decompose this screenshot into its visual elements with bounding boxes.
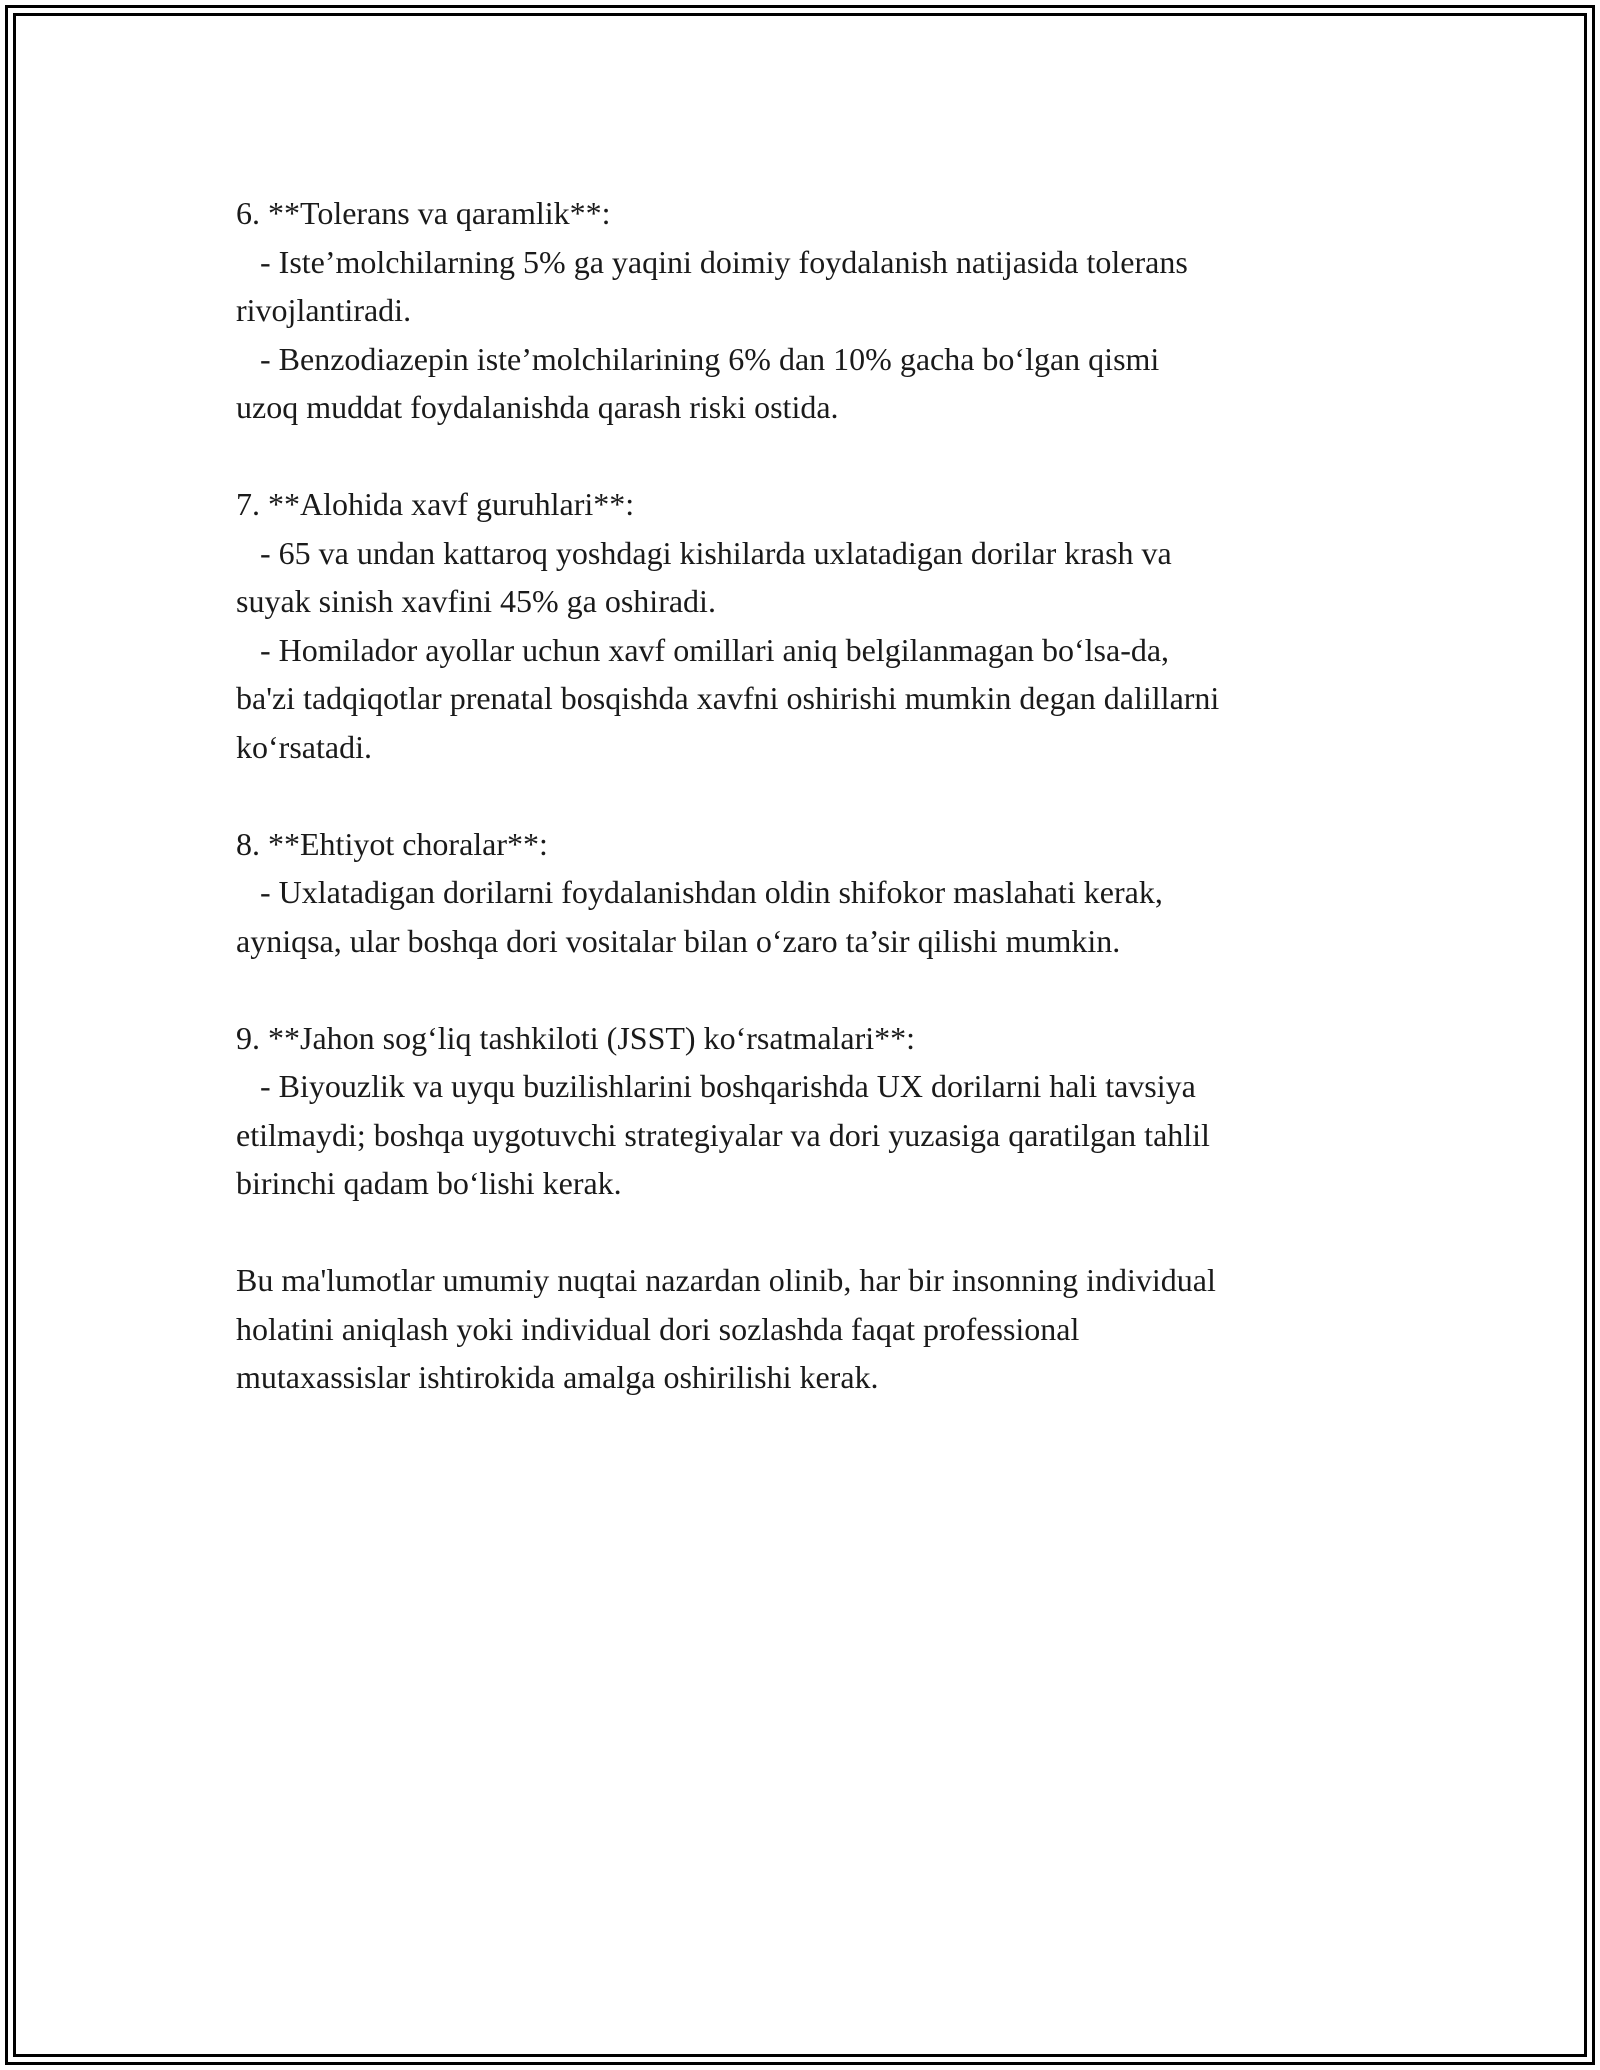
section-risk-groups	[236, 480, 1386, 771]
paragraph-spacer	[236, 1208, 1386, 1257]
paragraph-spacer	[236, 432, 1386, 481]
document-body	[236, 189, 1386, 1402]
section-heading: 6. **Tolerans va qaramlik**:	[236, 195, 611, 231]
section-conclusion	[236, 1256, 1386, 1402]
body-line: - Uxlatadigan dorilarni foydalanishdan oldin shifokor maslahati kerak,	[236, 874, 1163, 910]
paragraph-spacer	[236, 965, 1386, 1014]
body-line: holatini aniqlash yoki individual dori sozlashda faqat professional	[236, 1310, 1080, 1347]
body-line: - Iste’molchilarning 5% ga yaqini doimiy foydalanish natijasida tolerans	[236, 243, 1188, 280]
body-line: uzoq muddat foydalanishda qarash riski ostida.	[236, 389, 839, 425]
body-line: ayniqsa, ular boshqa dori vositalar bilan o‘zaro ta’sir qilishi mumkin.	[236, 922, 1121, 959]
section-tolerance	[236, 189, 1386, 432]
body-line: birinchi qadam bo‘lishi kerak.	[236, 1165, 622, 1201]
body-line: - 65 va undan kattaroq yoshdagi kishilarda uxlatadigan dorilar krash va	[236, 534, 1172, 571]
body-line: suyak sinish xavfini 45% ga oshiradi.	[236, 583, 716, 619]
body-line: ba'zi tadqiqotlar prenatal bosqishda xavfni oshirishi mumkin degan dalillarni	[236, 680, 1220, 716]
body-line: - Benzodiazepin iste’molchilarining 6% dan 10% gacha bo‘lgan qismi	[236, 340, 1160, 377]
body-line: rivojlantiradi.	[236, 292, 412, 328]
paragraph-spacer	[236, 771, 1386, 820]
section-heading: 9. **Jahon sog‘liq tashkiloti (JSST) ko‘rsatmalari**:	[236, 1019, 916, 1056]
body-line: ko‘rsatadi.	[236, 728, 372, 765]
body-line: etilmaydi; boshqa uygotuvchi strategiyalar va dori yuzasiga qaratilgan tahlil	[236, 1116, 1210, 1153]
section-precautions	[236, 820, 1386, 966]
body-line: mutaxassislar ishtirokida amalga oshirilishi kerak.	[236, 1359, 879, 1395]
section-who-guidelines	[236, 1014, 1386, 1208]
section-heading: 8. **Ehtiyot choralar**:	[236, 825, 548, 862]
body-line: Bu ma'lumotlar umumiy nuqtai nazardan olinib, har bir insonning individual	[236, 1262, 1216, 1298]
section-heading: 7. **Alohida xavf guruhlari**:	[236, 486, 635, 522]
body-line: - Biyouzlik va uyqu buzilishlarini boshqarishda UX dorilarni hali tavsiya	[236, 1068, 1196, 1104]
body-line: - Homilador ayollar uchun xavf omillari aniq belgilanmagan bo‘lsa-da,	[236, 631, 1170, 668]
